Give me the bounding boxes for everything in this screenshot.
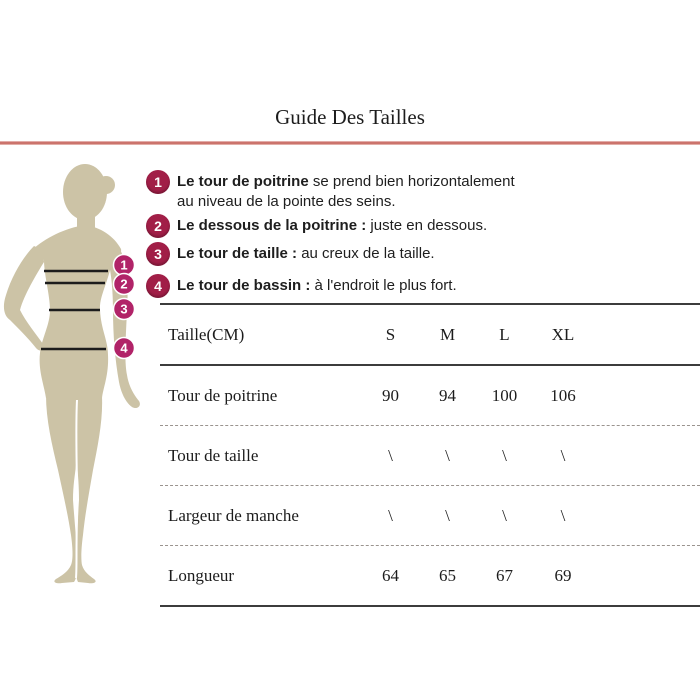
table-header-s: S (385, 324, 396, 344)
instruction-detail-1a: se prend bien horizontalement (312, 173, 515, 190)
row-label: Tour de poitrine (168, 385, 278, 405)
table-cell: \ (388, 445, 393, 465)
instruction-marker-4: 4 (146, 274, 170, 298)
figure-marker-1: 1 (120, 257, 128, 273)
table-cell: \ (445, 505, 450, 525)
instruction-term-4: Le tour de bassin : (177, 277, 311, 294)
table-row (160, 426, 700, 486)
instruction-marker-3: 3 (146, 242, 170, 266)
instruction-item-1 (146, 170, 515, 212)
row-label: Tour de taille (168, 445, 259, 465)
size-table (160, 303, 700, 607)
body-measurement-figure (0, 160, 160, 590)
table-cell: \ (560, 505, 566, 525)
table-cell: 94 (439, 385, 456, 405)
table-cell: 65 (439, 565, 456, 585)
instruction-text-1 (177, 172, 515, 212)
instruction-text-4 (177, 276, 457, 296)
female-silhouette-icon (4, 164, 140, 583)
title-divider (0, 141, 700, 145)
table-cell: 106 (550, 385, 576, 405)
leg-separation-line (76, 400, 77, 578)
table-header-row (160, 305, 700, 366)
table-header-label: Taille(CM) (168, 324, 245, 344)
instruction-detail-2: juste en dessous. (370, 217, 488, 234)
figure-markers (114, 255, 135, 359)
table-cell: \ (502, 505, 507, 525)
table-cell: \ (445, 445, 450, 465)
instruction-detail-4: à l'endroit le plus fort. (314, 277, 457, 294)
table-cell: \ (388, 505, 393, 525)
instruction-item-2 (146, 214, 487, 238)
instruction-marker-2: 2 (146, 214, 170, 238)
instruction-detail-1b: au niveau de la pointe des seins. (177, 193, 396, 210)
table-cell: 64 (382, 565, 399, 585)
table-cell: \ (502, 445, 507, 465)
table-row (160, 546, 700, 607)
table-cell: 67 (496, 565, 513, 585)
table-row (160, 486, 700, 546)
instruction-text-3 (177, 244, 435, 264)
instruction-term-3: Le tour de taille : (177, 245, 298, 262)
instruction-detail-3: au creux de la taille. (301, 245, 435, 262)
row-label: Largeur de manche (168, 505, 299, 525)
table-header-m: M (439, 324, 456, 344)
table-row (160, 366, 700, 426)
table-cell: 69 (554, 565, 572, 585)
table-cell: 90 (382, 385, 399, 405)
instruction-marker-1: 1 (146, 170, 170, 194)
instruction-term-2: Le dessous de la poitrine : (177, 217, 367, 234)
figure-marker-2: 2 (120, 276, 128, 292)
table-header-xl: XL (551, 324, 575, 344)
figure-marker-3: 3 (120, 301, 128, 317)
instruction-text-2 (177, 216, 487, 236)
figure-marker-4: 4 (120, 340, 128, 356)
instruction-item-3 (146, 242, 435, 266)
page-title: Guide Des Tailles (275, 105, 425, 129)
table-cell: \ (560, 445, 566, 465)
table-cell: 100 (491, 385, 518, 405)
table-header-l: L (499, 324, 510, 344)
row-label: Longueur (168, 565, 235, 585)
instruction-term-1: Le tour de poitrine (177, 173, 309, 190)
instruction-item-4 (146, 274, 457, 298)
